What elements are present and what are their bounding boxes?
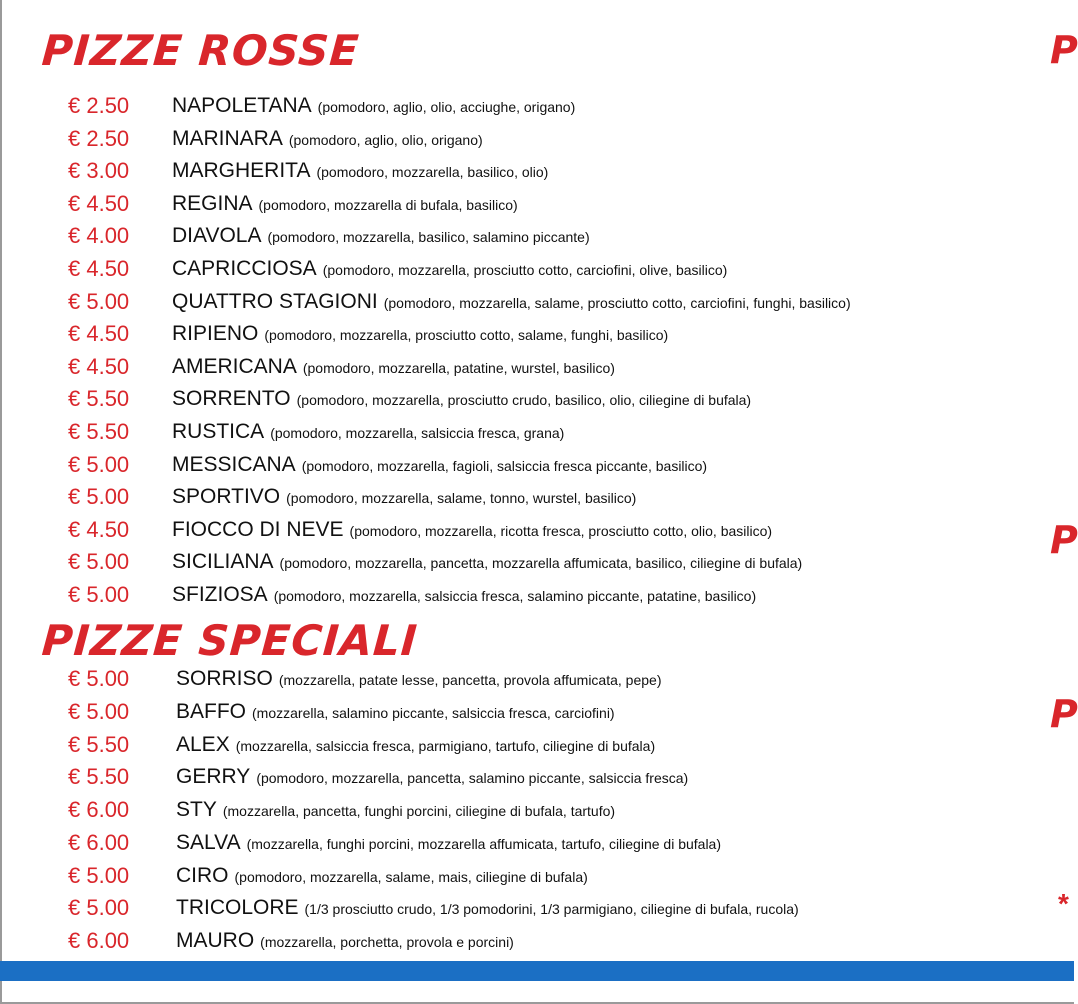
menu-item-ingredients: (mozzarella, patate lesse, pancetta, provola affumicata, pepe) (278, 672, 662, 688)
menu-item-description (172, 449, 707, 483)
menu-item-name: SICILIANA (172, 550, 274, 574)
menu-item-name: RIPIENO (172, 322, 259, 346)
menu-item-name: STY (176, 798, 217, 821)
menu-item-name: MAURO (176, 929, 255, 952)
menu-item-ingredients: (pomodoro, mozzarella, basilico, salamino piccante) (267, 229, 590, 246)
menu-item-price: € 5.00 (68, 666, 130, 691)
menu-item-name: RUSTICA (172, 419, 265, 443)
menu-item-description (176, 827, 721, 861)
menu-item-name: REGINA (172, 191, 253, 215)
menu-item-ingredients: (pomodoro, aglio, olio, acciughe, origano) (317, 99, 576, 115)
menu-item-description (176, 761, 688, 795)
menu-item-ingredients: (mozzarella, pancetta, funghi porcini, ciliegine di bufala, tartufo) (222, 803, 616, 819)
menu-item-description (176, 729, 655, 763)
menu-item-name: QUATTRO STAGIONI (172, 289, 378, 313)
menu-item-name: SALVA (176, 830, 241, 854)
menu-item-price: € 5.00 (68, 862, 130, 888)
menu-item-price: € 4.50 (68, 353, 130, 379)
menu-item-price: € 2.50 (68, 125, 130, 151)
menu-item-description (176, 663, 661, 697)
menu-item-price: € 5.50 (68, 731, 130, 757)
menu-item-description (172, 416, 564, 450)
menu-item-price: € 4.50 (68, 516, 130, 542)
menu-item-name: DIAVOLA (172, 224, 262, 248)
menu-item-ingredients: (pomodoro, mozzarella, fagioli, salsiccia fresca piccante, basilico) (301, 457, 708, 474)
menu-item-ingredients: (pomodoro, mozzarella, pancetta, salamino piccante, salsiccia fresca) (256, 770, 689, 787)
menu-item-price: € 5.00 (68, 451, 130, 477)
menu-item-price: € 5.00 (68, 698, 130, 724)
section-title-pizze-rosse: PIZZE ROSSE (40, 26, 362, 75)
menu-item-description (172, 155, 548, 189)
menu-item-name: BAFFO (176, 699, 247, 723)
menu-item-ingredients: (pomodoro, mozzarella, prosciutto cotto, carciofini, olive, basilico) (322, 261, 728, 278)
menu-item-ingredients: (mozzarella, salamino piccante, salsiccia fresca, carciofini) (252, 704, 615, 721)
menu-item-name: AMERICANA (172, 354, 297, 378)
cut-off-asterisk: * (1058, 888, 1069, 919)
menu-item-ingredients: (pomodoro, mozzarella, patatine, wurstel, basilico) (302, 359, 615, 376)
menu-item-ingredients: (pomodoro, aglio, olio, origano) (288, 131, 483, 148)
menu-item-name: GERRY (176, 765, 251, 789)
menu-item-price: € 6.00 (68, 829, 130, 855)
menu-item-price: € 5.00 (68, 484, 130, 510)
menu-item-description (172, 253, 727, 287)
menu-item-name: SORRISO (176, 667, 273, 690)
menu-item-description (176, 925, 514, 959)
menu-item-description (172, 90, 575, 124)
menu-item-description (172, 220, 590, 254)
cut-off-heading-letter: P (1050, 692, 1078, 736)
menu-item-ingredients: (pomodoro, mozzarella, prosciutto cotto, salame, funghi, basilico) (264, 327, 669, 344)
menu-item-description (172, 481, 636, 515)
menu-item-description (176, 696, 615, 730)
menu-item-ingredients: (pomodoro, mozzarella, salame, prosciutto cotto, carciofini, funghi, basilico) (383, 294, 851, 311)
menu-item-name: FIOCCO DI NEVE (172, 517, 344, 541)
menu-item-price: € 4.50 (68, 255, 130, 281)
menu-item-ingredients: (pomodoro, mozzarella, salame, tonno, wurstel, basilico) (286, 490, 637, 507)
menu-item-price: € 4.00 (68, 223, 130, 249)
menu-item-price: € 4.50 (68, 190, 130, 216)
menu-item-name: ALEX (176, 732, 230, 756)
menu-item-name: NAPOLETANA (172, 94, 312, 117)
cut-off-heading-letter: P (1050, 28, 1078, 72)
menu-item-ingredients: (pomodoro, mozzarella di bufala, basilico) (258, 196, 518, 213)
menu-item-name: CIRO (176, 863, 229, 887)
menu-item-name: SPORTIVO (172, 485, 281, 509)
menu-item-price: € 5.50 (68, 418, 130, 444)
menu-item-description (172, 351, 615, 385)
menu-item-price: € 5.00 (68, 895, 130, 921)
menu-item-description (172, 546, 802, 580)
menu-item-description (176, 860, 588, 894)
menu-item-ingredients: (pomodoro, mozzarella, salsiccia fresca, salamino piccante, patatine, basilico) (273, 587, 757, 604)
menu-item-ingredients: (pomodoro, mozzarella, prosciutto crudo, basilico, olio, ciliegine di bufala) (296, 392, 752, 409)
menu-item-name: SORRENTO (172, 387, 291, 411)
menu-item-ingredients: (pomodoro, mozzarella, salsiccia fresca, grana) (270, 424, 565, 441)
menu-item-ingredients: (mozzarella, porchetta, provola e porcini) (260, 934, 514, 950)
footer-blue-bar (0, 961, 1074, 981)
menu-item-description (172, 579, 756, 613)
menu-item-name: CAPRICCIOSA (172, 256, 317, 280)
menu-item-name: MARGHERITA (172, 159, 311, 183)
menu-item-price: € 3.00 (68, 158, 130, 184)
menu-item-ingredients: (pomodoro, mozzarella, basilico, olio) (316, 164, 549, 181)
menu-item-description (172, 514, 772, 548)
menu-item-price: € 5.00 (68, 581, 130, 607)
menu-item-description (172, 123, 483, 157)
menu-item-description (172, 188, 518, 222)
menu-item-price: € 2.50 (68, 93, 130, 118)
menu-item-description (176, 892, 799, 926)
menu-item-description (172, 383, 751, 417)
menu-item-name: SFIZIOSA (172, 582, 268, 606)
menu-item-price: € 6.00 (68, 928, 130, 953)
cut-off-heading-letter: P (1050, 518, 1078, 562)
menu-item-ingredients: (pomodoro, mozzarella, ricotta fresca, prosciutto cotto, olio, basilico) (349, 522, 773, 539)
menu-item-price: € 5.00 (68, 288, 130, 314)
menu-item-ingredients: (pomodoro, mozzarella, pancetta, mozzarella affumicata, basilico, ciliegine di bufala) (279, 555, 803, 572)
menu-item-ingredients: (mozzarella, salsiccia fresca, parmigiano, tartufo, ciliegine di bufala) (235, 737, 656, 754)
menu-item-price: € 5.50 (68, 764, 130, 790)
menu-item-price: € 4.50 (68, 321, 130, 347)
menu-item-ingredients: (1/3 prosciutto crudo, 1/3 pomodorini, 1/3 parmigiano, ciliegine di bufala, rucola) (304, 901, 799, 918)
menu-item-ingredients: (pomodoro, mozzarella, salame, mais, ciliegine di bufala) (234, 868, 588, 885)
menu-item-description (172, 318, 668, 352)
menu-item-name: MESSICANA (172, 452, 296, 476)
menu-item-price: € 6.00 (68, 797, 130, 822)
menu-item-price: € 5.00 (68, 549, 130, 575)
menu-item-description (176, 794, 615, 828)
section-title-pizze-speciali: PIZZE SPECIALI (40, 616, 420, 665)
menu-item-description (172, 286, 851, 320)
menu-item-name: TRICOLORE (176, 896, 299, 920)
menu-item-name: MARINARA (172, 126, 283, 150)
menu-item-ingredients: (mozzarella, funghi porcini, mozzarella affumicata, tartufo, ciliegine di bufala) (246, 835, 722, 852)
menu-item-price: € 5.50 (68, 386, 130, 412)
